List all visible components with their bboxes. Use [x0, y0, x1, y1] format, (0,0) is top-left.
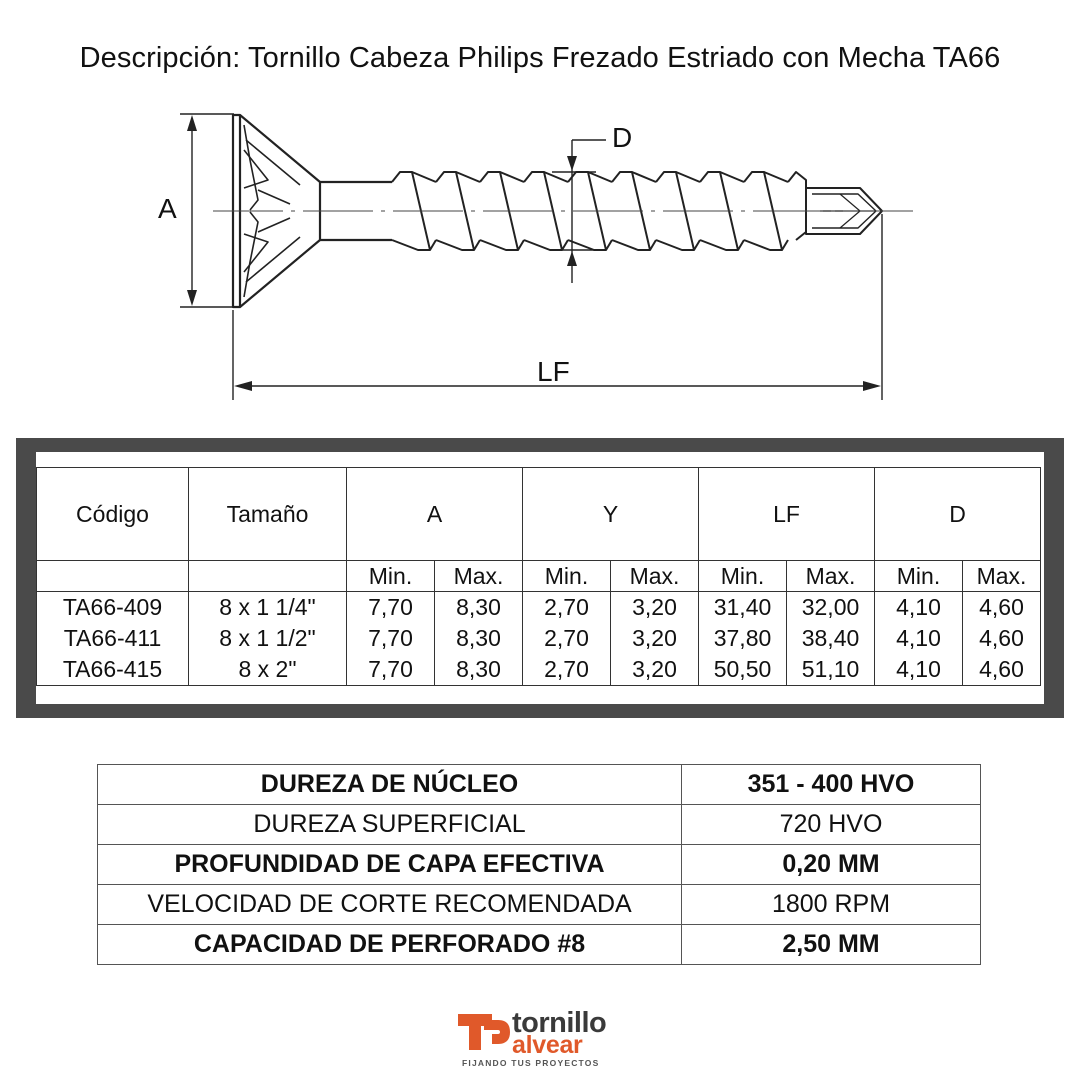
subheader-min: Min. [347, 561, 435, 592]
logo-mark-icon [458, 1012, 510, 1052]
table-row [37, 592, 1041, 624]
subheader-max: Max. [611, 561, 699, 592]
cell-d-max: 4,60 [963, 654, 1041, 686]
cell-lf-max: 38,40 [787, 623, 875, 654]
cell-d-min: 4,10 [875, 623, 963, 654]
subheader-min: Min. [875, 561, 963, 592]
property-label: VELOCIDAD DE CORTE RECOMENDADA [98, 885, 682, 925]
property-row [98, 845, 981, 885]
property-row [98, 885, 981, 925]
cell-y-min: 2,70 [523, 654, 611, 686]
cell-tamano: 8 x 1 1/2" [189, 623, 347, 654]
cell-y-min: 2,70 [523, 592, 611, 624]
cell-y-max: 3,20 [611, 654, 699, 686]
table-row [37, 623, 1041, 654]
cell-a-min: 7,70 [347, 654, 435, 686]
cell-y-max: 3,20 [611, 623, 699, 654]
subheader-max: Max. [787, 561, 875, 592]
cell-d-max: 4,60 [963, 623, 1041, 654]
cell-lf-max: 51,10 [787, 654, 875, 686]
logo-word-tornillo: tornillo [512, 1007, 607, 1039]
property-value: 720 HVO [682, 805, 981, 845]
cell-y-max: 3,20 [611, 592, 699, 624]
logo-tagline: FIJANDO TUS PROYECTOS [462, 1058, 600, 1068]
table-header-row [37, 468, 1041, 561]
cell-tamano: 8 x 1 1/4" [189, 592, 347, 624]
cell-lf-min: 50,50 [699, 654, 787, 686]
property-row [98, 765, 981, 805]
cell-codigo: TA66-409 [37, 592, 189, 624]
subheader-max: Max. [435, 561, 523, 592]
cell-lf-min: 31,40 [699, 592, 787, 624]
properties-table [97, 764, 981, 965]
header-lf: LF [699, 468, 875, 561]
property-label: DUREZA SUPERFICIAL [98, 805, 682, 845]
subheader-max: Max. [963, 561, 1041, 592]
cell-a-min: 7,70 [347, 623, 435, 654]
property-row [98, 805, 981, 845]
cell-a-max: 8,30 [435, 623, 523, 654]
cell-y-min: 2,70 [523, 623, 611, 654]
property-value: 351 - 400 HVO [682, 765, 981, 805]
dimension-a-label: A [158, 193, 177, 224]
screw-technical-drawing [0, 100, 1080, 410]
cell-lf-min: 37,80 [699, 623, 787, 654]
brand-logo [458, 1008, 628, 1070]
cell-a-min: 7,70 [347, 592, 435, 624]
cell-d-min: 4,10 [875, 592, 963, 624]
cell-a-max: 8,30 [435, 654, 523, 686]
property-value: 2,50 MM [682, 925, 981, 965]
property-value: 0,20 MM [682, 845, 981, 885]
header-tamano: Tamaño [189, 468, 347, 561]
cell-d-min: 4,10 [875, 654, 963, 686]
dimension-d-label: D [612, 122, 633, 153]
cell-a-max: 8,30 [435, 592, 523, 624]
property-label: CAPACIDAD DE PERFORADO #8 [98, 925, 682, 965]
cell-codigo: TA66-411 [37, 623, 189, 654]
header-a: A [347, 468, 523, 561]
specifications-table [36, 467, 1041, 686]
cell-lf-max: 32,00 [787, 592, 875, 624]
subheader-min: Min. [699, 561, 787, 592]
dimension-lf-label: LF [537, 356, 570, 387]
header-d: D [875, 468, 1041, 561]
property-label: PROFUNDIDAD DE CAPA EFECTIVA [98, 845, 682, 885]
table-row [37, 654, 1041, 686]
logo-word-alvear: alvear [512, 1031, 583, 1059]
property-row [98, 925, 981, 965]
property-label: DUREZA DE NÚCLEO [98, 765, 682, 805]
header-codigo: Código [37, 468, 189, 561]
subheader-min: Min. [523, 561, 611, 592]
cell-d-max: 4,60 [963, 592, 1041, 624]
cell-codigo: TA66-415 [37, 654, 189, 686]
page-title: Descripción: Tornillo Cabeza Philips Frezado Estriado con Mecha TA66 [79, 42, 1001, 74]
property-value: 1800 RPM [682, 885, 981, 925]
table-subheader-row [37, 561, 1041, 592]
cell-tamano: 8 x 2" [189, 654, 347, 686]
header-y: Y [523, 468, 699, 561]
specifications-panel [16, 438, 1064, 718]
